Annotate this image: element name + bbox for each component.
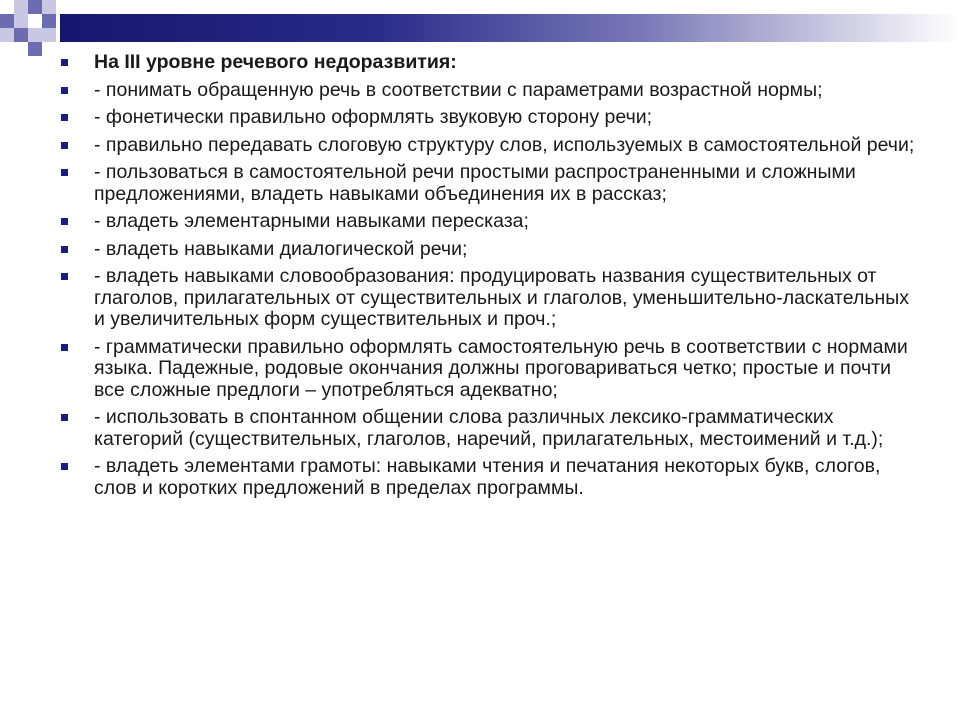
header-tile xyxy=(42,14,56,28)
list-item-text: - владеть навыками словообразования: продуцировать названия существительных от глаголов, прилагательных от существительных и глаголов, уменьшительно-ласкательных и увеличительных форм существительных и проч.; xyxy=(94,265,910,330)
header-tile xyxy=(28,0,42,14)
list-item xyxy=(60,266,920,331)
list-item xyxy=(60,337,920,402)
list-item xyxy=(60,107,920,129)
header-tile xyxy=(14,0,28,14)
square-bullet-icon xyxy=(60,456,94,477)
header-tile xyxy=(28,14,42,28)
list-item-text: - владеть навыками диалогической речи; xyxy=(94,237,468,260)
square-bullet-icon xyxy=(60,52,94,73)
list-item-text: - правильно передавать слоговую структуру слов, используемых в самостоятельной речи; xyxy=(94,133,915,156)
header-tile xyxy=(42,28,56,42)
heading-text: На III уровне речевого недоразвития: xyxy=(94,51,457,73)
square-bullet-icon xyxy=(60,266,94,287)
list-item-text: - владеть элементарными навыками пересказа; xyxy=(94,210,529,232)
list-item-text: - пользоваться в самостоятельной речи простыми распространенными и сложными предложениями, владеть навыками объединения их в рассказ; xyxy=(94,161,856,205)
list-item xyxy=(60,456,920,499)
square-bullet-icon xyxy=(60,337,94,358)
list-item-text: - владеть элементами грамоты: навыками чтения и печатания некоторых букв, слогов, слов и коротких предложений в пределах программы. xyxy=(94,455,881,499)
list-item xyxy=(60,211,920,233)
square-bullet-icon xyxy=(60,135,94,156)
list-item xyxy=(60,162,920,205)
square-bullet-icon xyxy=(60,107,94,128)
square-bullet-icon xyxy=(60,80,94,101)
square-bullet-icon xyxy=(60,407,94,428)
list-heading xyxy=(60,52,920,74)
list-item-text: - понимать обращенную речь в соответствии с параметрами возрастной нормы; xyxy=(94,78,823,101)
header-tile xyxy=(42,0,56,14)
list-item xyxy=(60,135,920,157)
list-item-text: - фонетически правильно оформлять звуковую сторону речи; xyxy=(94,106,653,128)
list-item xyxy=(60,407,920,450)
header-tile xyxy=(0,14,14,28)
list-item-text: - грамматически правильно оформлять самостоятельную речь в соответствии с нормами языка. Падежные, родовые окончания должны проговариваться четко; простые и почти все сложные предлоги – употребляться адекватно; xyxy=(94,335,908,401)
header-tile xyxy=(28,28,42,42)
header-tile xyxy=(0,28,14,42)
header-tile xyxy=(28,42,42,56)
header-gradient-bar xyxy=(60,14,960,42)
square-bullet-icon xyxy=(60,211,94,232)
list-item xyxy=(60,239,920,261)
bullet-list xyxy=(60,52,920,505)
square-bullet-icon xyxy=(60,162,94,183)
list-item xyxy=(60,80,920,102)
header-tile xyxy=(14,28,28,42)
list-item-text: - использовать в спонтанном общении слова различных лексико-грамматических категорий (существительных, глаголов, наречий, прилагательных, местоимений и т.д.); xyxy=(94,406,884,450)
header-tile xyxy=(14,14,28,28)
square-bullet-icon xyxy=(60,239,94,260)
